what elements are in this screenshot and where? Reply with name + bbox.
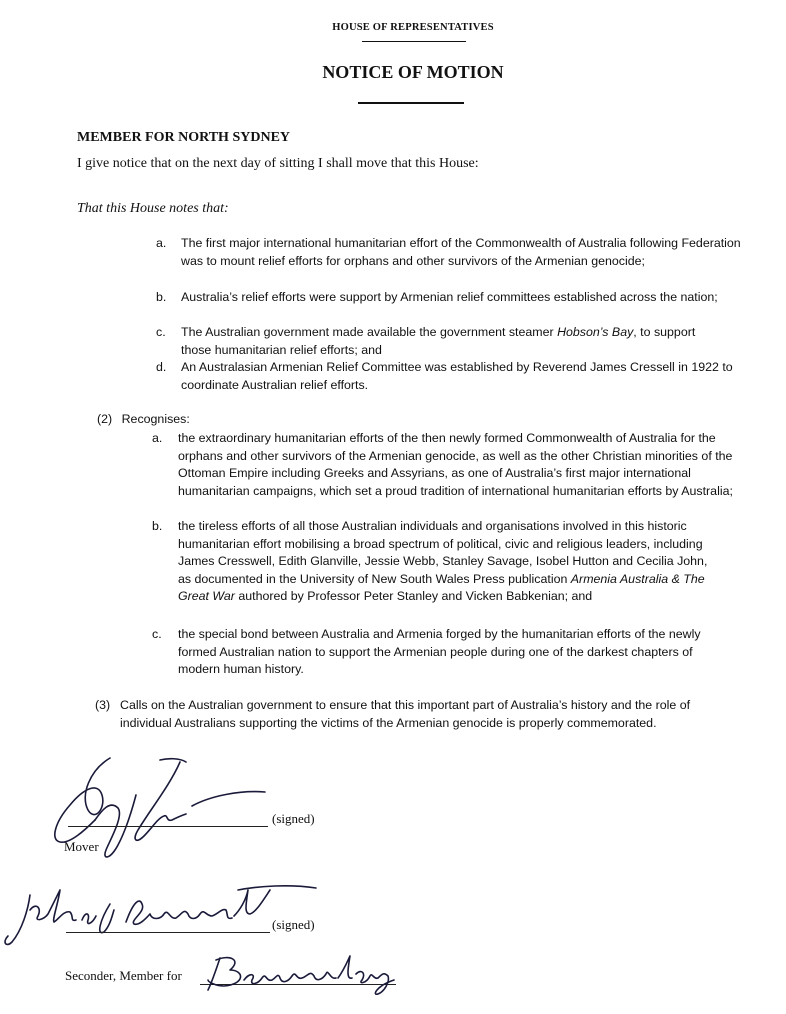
list-item-text (181, 324, 721, 359)
mover-signed-label: (signed) (272, 811, 315, 826)
ship-name: Hobson’s Bay (557, 325, 634, 339)
notes-heading: That this House notes that: (77, 201, 229, 216)
list-item (156, 235, 756, 289)
list-item (152, 430, 762, 520)
house-heading: HOUSE OF REPRESENTATIVES (332, 22, 494, 33)
seconder-signature-line (66, 932, 270, 933)
publication-title: Armenia Australia & The Great War (178, 571, 705, 603)
seconder-signed-label: (signed) (272, 917, 315, 932)
list-item-text-part: The Australian government made available the government steamer (181, 325, 558, 339)
list-marker: c. (152, 627, 162, 641)
member-heading: MEMBER FOR NORTH SYDNEY (77, 130, 291, 145)
section-number: (2) (97, 412, 113, 426)
list-item-text-part: , to support those humanitarian relief efforts; and (181, 325, 696, 357)
list-marker: c. (156, 325, 166, 339)
list-item (156, 324, 756, 360)
mover-label: Mover (64, 839, 99, 854)
seconder-label: Seconder, Member for (65, 968, 182, 983)
title-divider (358, 102, 464, 104)
header-divider (362, 41, 466, 42)
list-item-text: the extraordinary humanitarian efforts of the then newly formed Commonwealth of Australia for the orphans and other survivors of the Armenian genocide, as well as the other Christian minorities of the Ottoman Empire including Greeks and Assyrians, as one of Australia’s first major international humanitarian campaigns, which set a proud tradition of international humanitarian efforts by Australia; (178, 431, 733, 498)
section-number: (3) (95, 698, 111, 712)
electorate-handwriting (200, 950, 400, 998)
list-marker: b. (152, 519, 163, 533)
section-heading-text: Recognises: (121, 412, 190, 426)
list-item (152, 518, 762, 624)
section-heading (97, 412, 190, 426)
section-3 (95, 697, 735, 751)
list-marker: a. (152, 431, 163, 445)
list-item-text: the special bond between Australia and Armenia forged by the humanitarian efforts of the newly formed Australian nation to support the Armenian people during one of the darkest chapters of modern human history. (178, 627, 701, 676)
list-item (156, 289, 756, 325)
list-item-text-part: the tireless efforts of all those Australian individuals and organisations involved in this historic humanitarian effort mobilising a broad spectrum of political, civic and religious leaders, including James Cresswell, Edith Glanville, Jessie Webb, Stanley Savage, Isobel Hutton and Cecilia John, as documented in the University of New South Wales Press publication (178, 519, 708, 586)
list-item-text (178, 518, 718, 606)
section-3-text: Calls on the Australian government to ensure that this important part of Australia’s history and the role of individual Australians supporting the victims of the Armenian genocide is properly commemorated. (120, 698, 691, 730)
list-item-text: An Australasian Armenian Relief Committee was established by Reverend James Cressell in 1922 to coordinate Australian relief efforts. (181, 360, 733, 392)
list-marker: b. (156, 290, 167, 304)
list-marker: d. (156, 360, 167, 374)
list-item-text-part: authored by Professor Peter Stanley and Vicken Babkenian; and (234, 589, 593, 603)
list-item-text: The first major international humanitarian effort of the Commonwealth of Australia following Federation was to mount relief efforts for orphans and other survivors of the Armenian genocide; (181, 236, 741, 268)
list-item (152, 626, 762, 680)
mover-signature-line (68, 826, 268, 827)
list-marker: a. (156, 236, 167, 250)
list-item-text: Australia’s relief efforts were support by Armenian relief committees established across the nation; (181, 290, 718, 304)
intro-text: I give notice that on the next day of sitting I shall move that this House: (77, 156, 479, 171)
list-item (156, 359, 756, 395)
page-title: NOTICE OF MOTION (322, 62, 504, 82)
